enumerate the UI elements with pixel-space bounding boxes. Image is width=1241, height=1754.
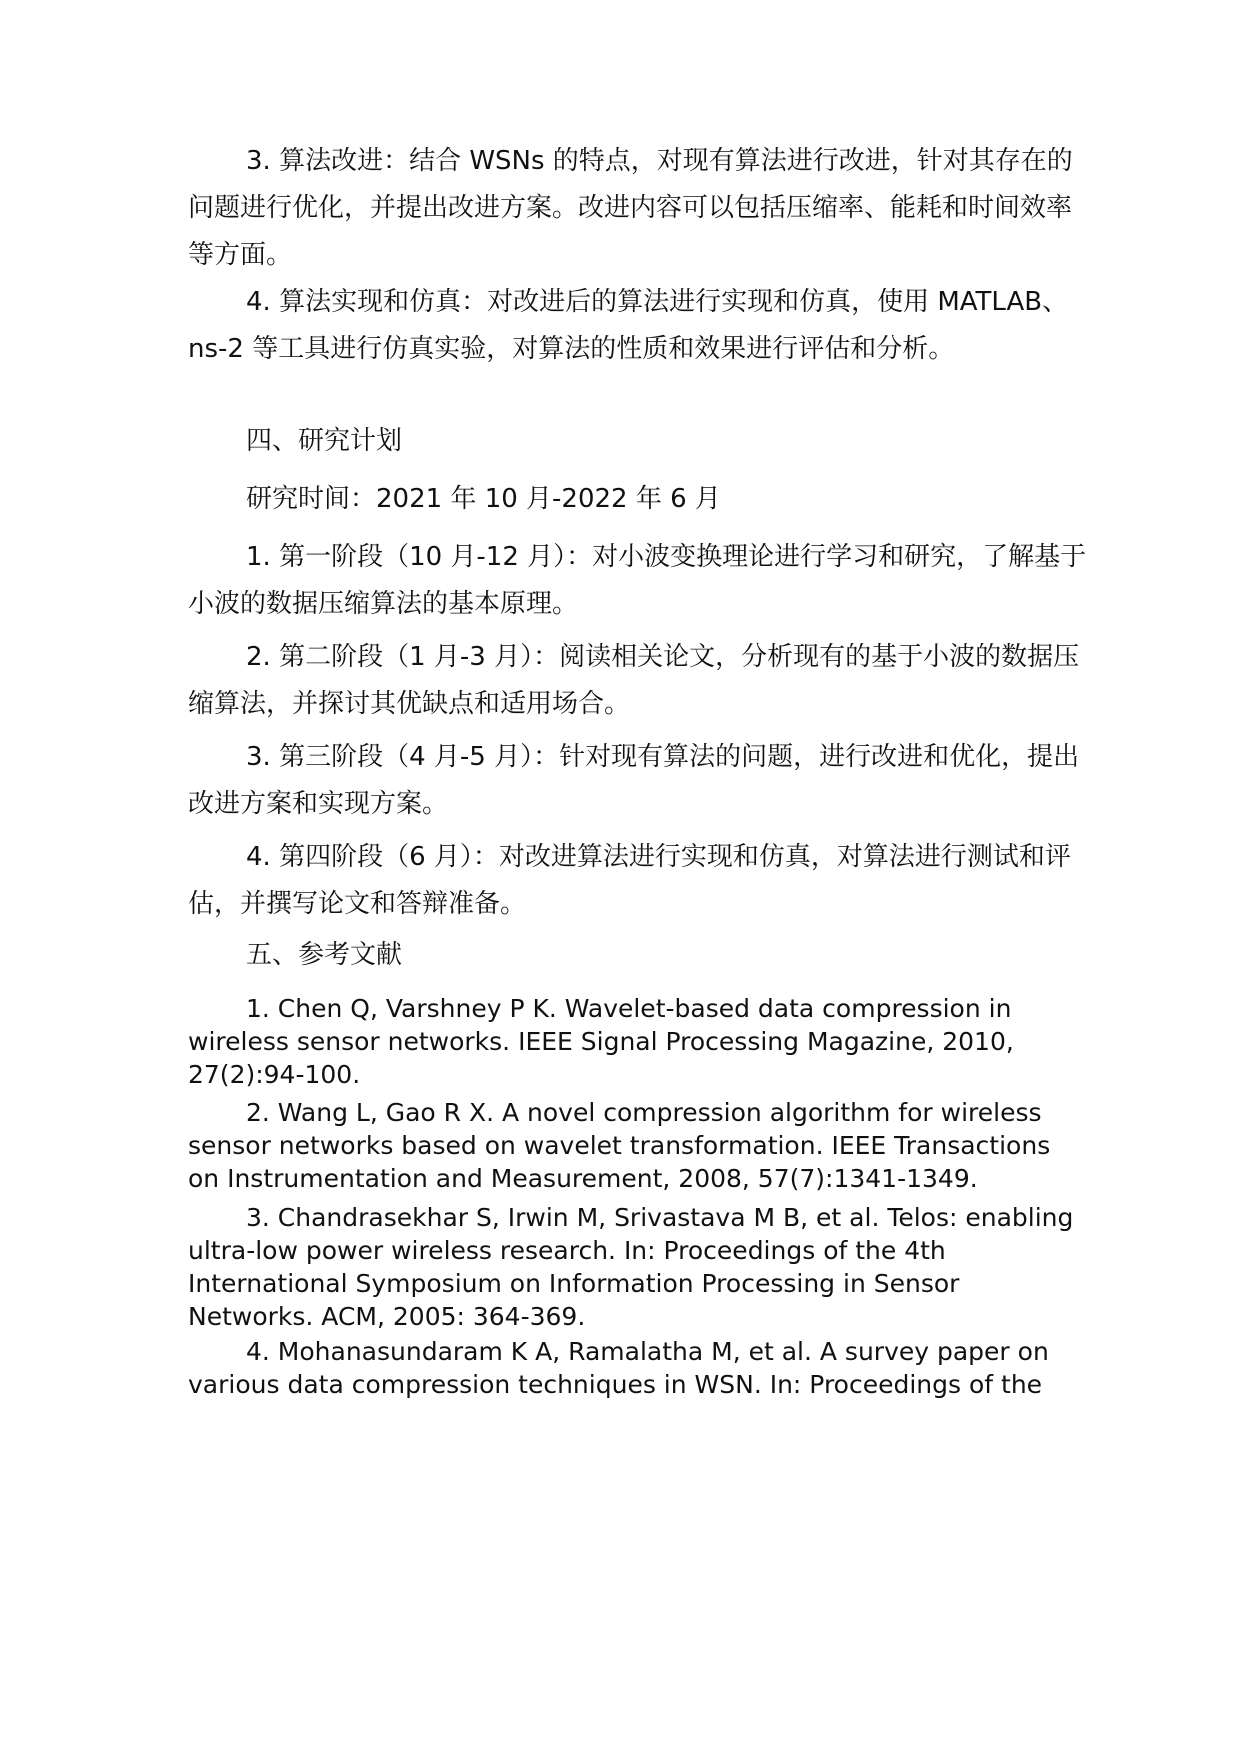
section-heading-references: 五、参考文献 [246, 940, 403, 970]
reference-item: 2. Wang L, Gao R X. A novel compression algorithm for wireless sensor networks based on wavelet transformation. IEEE Transactions on Instrumentation and Measurement, 2008, 57(7):1341-1349. [188, 1098, 1051, 1193]
paragraph-stage-two: 2. 第二阶段（1 月-3 月）：阅读相关论文，分析现有的基于小波的数据压缩算法，并探讨其优缺点和适用场合。 [188, 642, 1080, 719]
reference-item: 4. Mohanasundaram K A, Ramalatha M, et al. A survey paper on various data compression techniques in WSN. In: Proceedings of the [188, 1337, 1049, 1399]
paragraph-algorithm-implementation: 4. 算法实现和仿真：对改进后的算法进行实现和仿真，使用 MATLAB、ns-2 等工具进行仿真实验，对算法的性质和效果进行评估和分析。 [188, 287, 1069, 364]
reference-item: 3. Chandrasekhar S, Irwin M, Srivastava M B, et al. Telos: enabling ultra-low power wireless research. In: Proceedings of the 4th International Symposium on Information Processing in Sensor Networks. ACM, 2005: 364-369. [188, 1203, 1074, 1331]
paragraph-stage-one: 1. 第一阶段（10 月-12 月）：对小波变换理论进行学习和研究，了解基于小波的数据压缩算法的基本原理。 [188, 542, 1087, 619]
paragraph-research-time: 研究时间：2021 年 10 月-2022 年 6 月 [246, 484, 721, 514]
paragraph-algorithm-improvement: 3. 算法改进：结合 WSNs 的特点，对现有算法进行改进，针对其存在的问题进行优化，并提出改进方案。改进内容可以包括压缩率、能耗和时间效率等方面。 [188, 146, 1073, 270]
paragraph-stage-three: 3. 第三阶段（4 月-5 月）：针对现有算法的问题，进行改进和优化，提出改进方案和实现方案。 [188, 742, 1080, 819]
paragraph-stage-four: 4. 第四阶段（6 月）：对改进算法进行实现和仿真，对算法进行测试和评估，并撰写论文和答辩准备。 [188, 842, 1071, 919]
reference-item: 1. Chen Q, Varshney P K. Wavelet-based data compression in wireless sensor networks. IEEE Signal Processing Magazine, 2010, 27(2):94-100. [188, 994, 1014, 1089]
section-heading-research-plan: 四、研究计划 [246, 426, 403, 456]
